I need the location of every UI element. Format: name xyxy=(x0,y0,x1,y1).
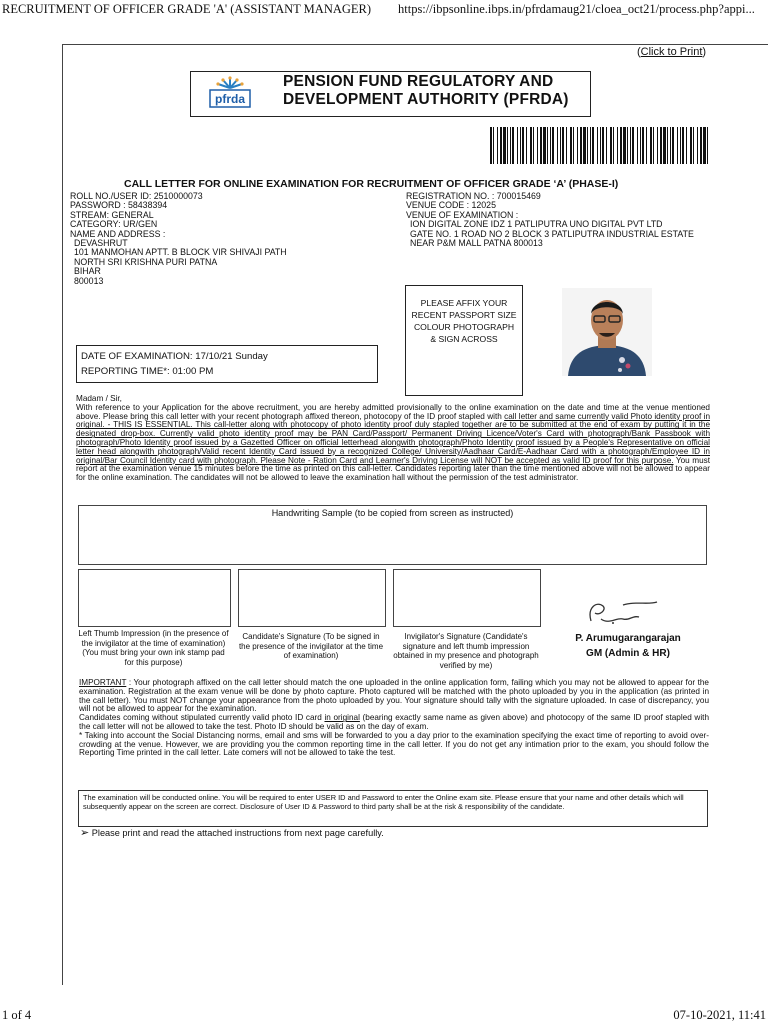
print-open-paren: ( xyxy=(637,46,641,58)
barcode-bar xyxy=(590,127,591,164)
barcode-bar xyxy=(520,127,521,164)
salutation: Madam / Sir, xyxy=(76,394,122,403)
browser-page-count: 1 of 4 xyxy=(2,1008,32,1022)
browser-page-url: https://ibpsonline.ibps.in/pfrdamaug21/cloea_oct21/process.php?appi... xyxy=(398,2,755,16)
barcode-bar xyxy=(700,127,702,164)
call-letter-title: CALL LETTER FOR ONLINE EXAMINATION FOR RECRUITMENT OF OFFICER GRADE ‘A’ (PHASE-I) xyxy=(124,178,619,190)
venue-label: VENUE OF EXAMINATION : xyxy=(406,209,519,220)
barcode-bar xyxy=(697,127,698,164)
barcode-bar xyxy=(526,127,527,164)
photo-affix-box xyxy=(405,285,523,396)
password: PASSWORD : 58438394 xyxy=(70,200,168,211)
barcode-bar xyxy=(560,127,561,164)
barcode-bar xyxy=(530,127,532,164)
organization-name-line-2: DEVELOPMENT AUTHORITY (PFRDA) xyxy=(283,91,569,108)
barcode-bar xyxy=(510,127,511,164)
important-text: : Your photograph affixed on the call letter should match the one uploaded in the online application form, failing which you may not be allowed to appear for the examination. Registration at the exam venue will be done by photo capture. Photo captured will be matched with the photo uploaded by you in the application (as printed in the call letter). You must NOT change your appearance from the photo uploaded by you. Your signature should tally with the signature uploaded. In case of discrepancy, you will not be allowed to appear for the examination. xyxy=(79,678,709,714)
barcode-bar xyxy=(570,127,572,164)
barcode-bar xyxy=(587,127,588,164)
important-section xyxy=(79,679,709,758)
barcode-bar xyxy=(640,127,641,164)
barcode-bar xyxy=(703,127,706,164)
barcode-bar xyxy=(600,127,601,164)
barcode-bar xyxy=(653,127,654,164)
organization-name-line-1: PENSION FUND REGULATORY AND xyxy=(283,73,554,90)
thumb-impression-caption: Left Thumb Impression (in the presence of the invigilator at the time of examination) (You must bring your own ink stamp pad for this purpose) xyxy=(78,629,229,667)
officer-name: P. Arumugarangarajan xyxy=(575,633,681,644)
barcode-bar xyxy=(533,127,534,164)
officer-signature-icon xyxy=(583,597,663,629)
handwriting-sample-label: Handwriting Sample (to be copied from screen as instructed) xyxy=(271,508,514,518)
venue-line-3: NEAR P&M MALL PATNA 800013 xyxy=(410,238,543,249)
registration-number: REGISTRATION NO. : 700015469 xyxy=(406,191,541,201)
barcode-bar xyxy=(637,127,638,164)
barcode-bar xyxy=(493,127,494,164)
print-link-label[interactable]: Click to Print xyxy=(640,46,703,58)
address-line-2: NORTH SRI KRISHNA PURI PATNA xyxy=(74,256,218,267)
roll-number: ROLL NO./USER ID: 2510000073 xyxy=(70,191,203,201)
online-exam-notice: The examination will be conducted online. You will be required to enter USER ID and Password to enter the Online exam site. Please ensure that your name and other details which will subsequently appear on the screen are correct. Disclosure of User ID & Password to third party shall be at the risk & responsibility of the candidate. xyxy=(83,793,684,811)
barcode-bar xyxy=(682,127,684,164)
arrow-right-icon: ➢ xyxy=(80,827,90,839)
barcode-bar xyxy=(503,127,506,164)
barcode-bar xyxy=(602,127,604,164)
registration-details xyxy=(406,192,694,248)
barcode-bar xyxy=(630,127,631,164)
thumb-impression-box xyxy=(78,569,231,627)
barcode-bar xyxy=(543,127,546,164)
barcode-bar xyxy=(677,127,678,164)
candidate-signature-box xyxy=(238,569,386,627)
in-original-text: in original xyxy=(324,713,360,723)
barcode-bar xyxy=(597,127,598,164)
candidate-name: DEVASHRUT xyxy=(74,238,128,249)
venue-line-2: GATE NO. 1 ROAD NO 2 BLOCK 3 PATLIPUTRA INDUSTRIAL ESTATE xyxy=(410,228,694,239)
barcode-bar xyxy=(690,127,692,164)
id-proof-text: call letter and same currently valid Photo identity proof in original. - THIS IS ESSENTIAL. This call-letter along with photocopy of photo identity proof duly stapled together are to be submitted at the end of exam by putting it in the designated drop-box. Currently valid photo identity proof may be PAN Card/Passport/ Permanent Driving Licence/Voter's Card with photograph/Bank Passbook with photograph/Photo Identity proof issued by a Gazetted Officer on official letterhead alongwith photograph/Photo Identity proof issued by a People's Representative on official letter head alongwith photograph/Valid recent Identity Card issued by a recognized College/ University/Aadhaar Card/E-Aadhaar Card with a photograph/Employee ID in original/Bar Council Identity card with photograph. Please Note - Ration Card and Learner's Driving License will NOT be accepted as valid ID proof for this purpose. xyxy=(76,411,711,465)
barcode-bar xyxy=(660,127,662,164)
barcode-bar xyxy=(613,127,614,164)
browser-print-datetime: 07-10-2021, 11:41 xyxy=(673,1008,766,1022)
exam-schedule-box xyxy=(76,345,378,383)
barcode-bar xyxy=(642,127,644,164)
barcode-bar xyxy=(577,127,578,164)
barcode-bar xyxy=(650,127,652,164)
candidate-address-block xyxy=(70,239,287,286)
barcode-bar xyxy=(583,127,586,164)
barcode-bar xyxy=(606,127,607,164)
barcode-bar xyxy=(667,127,668,164)
barcode-bar xyxy=(522,127,524,164)
barcode-bar xyxy=(592,127,594,164)
barcode-bar xyxy=(657,127,658,164)
barcode-bar xyxy=(610,127,612,164)
barcode-bar xyxy=(497,127,498,164)
candidate-details xyxy=(70,192,287,286)
barcode-bar xyxy=(680,127,681,164)
click-to-print-link[interactable] xyxy=(637,46,706,58)
barcode-bar xyxy=(550,127,551,164)
admission-text: With reference to your Application for the above recruitment, you are hereby admitted provisionally to the online examination on the date and time at the venue mentioned above. Please bring this call letter with your recent photograph affixed thereon, photocopy of the ID proof stapled with xyxy=(76,402,710,421)
barcode-bar xyxy=(627,127,628,164)
important-label: IMPORTANT xyxy=(79,678,127,687)
barcode-bar xyxy=(490,127,492,164)
barcode-bar xyxy=(686,127,687,164)
barcode-bar xyxy=(537,127,538,164)
print-instruction-text: Please print and read the attached instructions from next page carefully. xyxy=(91,828,384,838)
id-card-text-b: (bearing exactly same name as given above) and photocopy of the same ID proof stapled with the call letter will not be allowed to take the test. Photo ID should be valid as on the day of exam. xyxy=(79,713,709,731)
photo-affix-instruction: PLEASE AFFIX YOUR RECENT PASSPORT SIZE COLOUR PHOTOGRAPH & SIGN ACROSS xyxy=(411,298,517,344)
print-instruction xyxy=(80,826,384,839)
barcode-bar xyxy=(500,127,502,164)
barcode-bar xyxy=(573,127,574,164)
barcode-bar xyxy=(617,127,618,164)
barcode-bar xyxy=(517,127,518,164)
barcode-bar xyxy=(566,127,567,164)
barcode-bar xyxy=(540,127,542,164)
candidate-photo xyxy=(562,288,652,376)
barcode-bar xyxy=(557,127,558,164)
exam-date: DATE OF EXAMINATION: 17/10/21 Sunday xyxy=(81,351,268,362)
barcode-bar xyxy=(670,127,671,164)
stream: STREAM: GENERAL xyxy=(70,209,154,220)
barcode-bar xyxy=(580,127,582,164)
barcode-bar xyxy=(632,127,634,164)
name-address-label: NAME AND ADDRESS : xyxy=(70,228,166,239)
pfrda-logo-icon xyxy=(204,74,256,112)
barcode-bar xyxy=(562,127,564,164)
category: CATEGORY: UR/GEN xyxy=(70,219,158,230)
barcode-bar xyxy=(507,127,508,164)
address-line-1: 101 MANMOHAN APTT. B BLOCK VIR SHIVAJI PATH xyxy=(74,247,287,258)
venue-code: VENUE CODE : 12025 xyxy=(406,200,496,211)
barcode-bar xyxy=(663,127,666,164)
invigilator-signature-box xyxy=(393,569,541,627)
barcode-bar xyxy=(623,127,626,164)
handwriting-sample-box xyxy=(78,505,707,565)
barcode-bar xyxy=(512,127,514,164)
address-line-3: BIHAR xyxy=(74,266,101,277)
organization-name xyxy=(283,73,569,109)
browser-page-title: RECRUITMENT OF OFFICER GRADE 'A' (ASSISTANT MANAGER) xyxy=(2,2,372,16)
social-distancing-paragraph: * Taking into account the Social Distancing norms, email and sms will be forwarded to you a day prior to the examination specifying the exact time of reporting to avoid over-crowding at the venue. However, we are providing you the common reporting time in the call letter. If you do not get any intimation prior to the exam, you should follow the Reporting Time printed in the call letter. Late comers will not be allowed to take the test. xyxy=(79,730,709,758)
venue-line-1: ION DIGITAL ZONE IDZ 1 PATLIPUTRA UNO DIGITAL PVT LTD xyxy=(410,219,663,230)
reporting-time: REPORTING TIME*: 01:00 PM xyxy=(81,366,214,377)
barcode-bar xyxy=(552,127,554,164)
venue-address xyxy=(406,220,694,248)
reporting-instructions: You must report at the examination venue 15 minutes before the time as printed on this call-letter. Candidates reporting later than the time mentioned above will not be allowed to appear for the online examination. The candidates will not be allowed to leave the examination hall without the permission of the test administrator. xyxy=(76,455,710,483)
barcode-bar xyxy=(547,127,548,164)
barcode xyxy=(490,127,710,164)
invigilator-signature-caption: Invigilator's Signature (Candidate's signature and left thumb impression obtained in my presence and photograph verified by me) xyxy=(393,632,539,670)
id-card-paragraph xyxy=(79,714,709,732)
id-card-text-a: Candidates coming without stipulated currently valid photo ID card xyxy=(79,713,325,723)
logo-text: pfrda xyxy=(215,92,245,106)
barcode-bar xyxy=(707,127,708,164)
important-paragraph xyxy=(79,679,709,714)
barcode-bar xyxy=(646,127,647,164)
online-exam-notice-box xyxy=(78,790,708,827)
print-close-paren: ) xyxy=(702,46,707,58)
barcode-bar xyxy=(693,127,694,164)
barcode-bar xyxy=(620,127,622,164)
candidate-signature-caption: Candidate's Signature (To be signed in the presence of the invigilator at the time of examination) xyxy=(238,632,384,660)
admission-paragraph xyxy=(76,404,710,483)
address-line-4: 800013 xyxy=(74,275,104,286)
officer-title: GM (Admin & HR) xyxy=(586,648,670,659)
letter-body xyxy=(76,395,710,483)
barcode-bar xyxy=(672,127,674,164)
